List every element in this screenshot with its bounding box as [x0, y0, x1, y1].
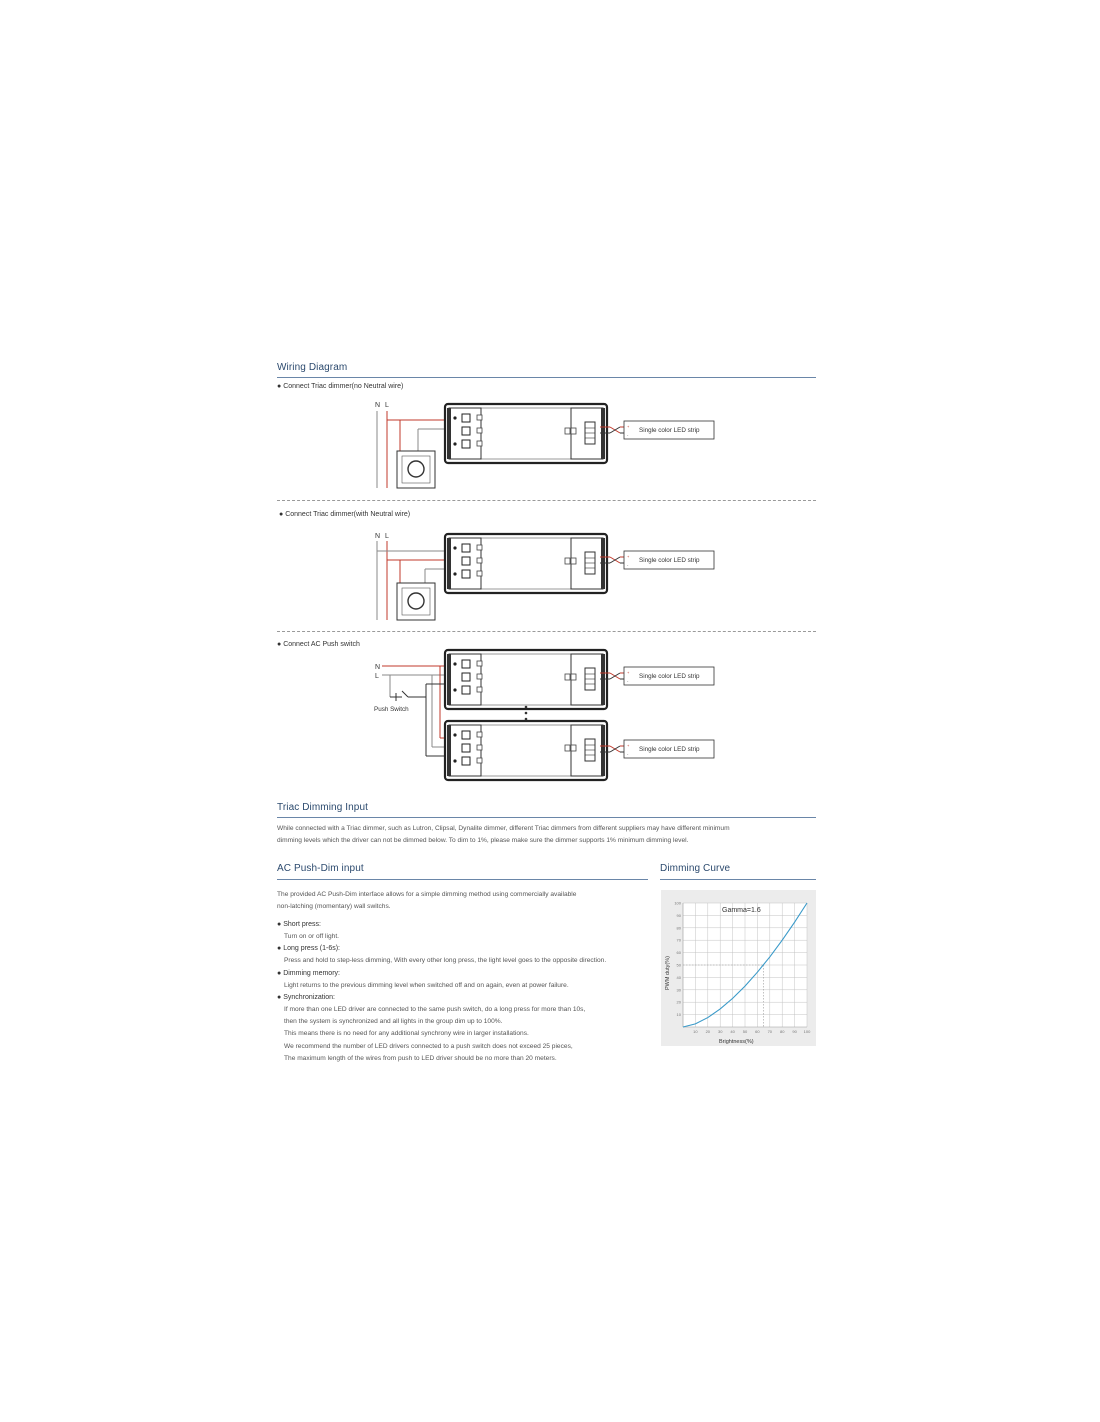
- list-item-long-press: ● Long press (1-6s): Press and hold to step-less dimming, With every other long press, the light level goes to the opposite direction.: [277, 943, 652, 967]
- x-tick-label-70: 70: [767, 1029, 773, 1034]
- sync-line-4: We recommend the number of LED drivers connected to a push switch does not exceed 25 pieces,: [284, 1042, 573, 1050]
- y-tick-label-40: 40: [676, 974, 681, 980]
- svg-text:+: +: [627, 424, 630, 429]
- sync-line-5: The maximum length of the wires from push to LED driver should be no more than 20 meters.: [284, 1055, 557, 1063]
- y-tick-label-60: 60: [676, 950, 681, 956]
- pushdim-list: [277, 919, 652, 1065]
- x-tick-label-100: 100: [803, 1029, 811, 1034]
- sync-line-3: This means there is no need for any additional synchrony wire in larger installations.: [284, 1030, 529, 1038]
- list-item-synchronization: ● Synchronization: If more than one LED driver are connected to the same push switch, do a long press for more than 10s, then the system is synchronized and all lights in the group dim up to 100%. This means there is no need for any additional synchrony wire in larger installations. We recommend the number of LED drivers connected to a push switch does not exceed 25 pieces, The maximum length of the wires from push to LED driver should be no more than 20 meters.: [277, 992, 652, 1065]
- l-label-1: L: [385, 402, 389, 409]
- x-tick-label-20: 20: [705, 1029, 711, 1034]
- long-press-body: Press and hold to step-less dimming, With every other long press, the light level goes to the opposite direction.: [284, 957, 607, 965]
- wiring-title: Wiring Diagram: [277, 362, 348, 373]
- pushdim-title-rule: [277, 879, 648, 880]
- diagram-3: [374, 650, 714, 780]
- pushdim-intro: [277, 889, 647, 914]
- y-axis-label: PWM duty(%): [665, 956, 671, 990]
- svg-text:-: -: [627, 432, 629, 437]
- strip-label-1: Single color LED strip: [639, 427, 700, 434]
- l-label-2: L: [385, 533, 389, 540]
- section-2-text: Connect Triac dimmer(with Neutral wire): [285, 511, 411, 518]
- svg-text:+: +: [627, 743, 630, 748]
- strip-label-2: Single color LED strip: [639, 557, 700, 564]
- strip-label-3b: Single color LED strip: [639, 746, 700, 753]
- strip-label-3a: Single color LED strip: [639, 673, 700, 680]
- y-tick-label-90: 90: [676, 912, 681, 918]
- y-tick-label-100: 100: [674, 900, 681, 906]
- list-item-short-press: ● Short press: Turn on or off light.: [277, 919, 652, 943]
- triac-title-rule: [277, 817, 816, 818]
- curve-title-rule: [660, 879, 816, 880]
- triac-title: Triac Dimming Input: [277, 802, 368, 813]
- pushdim-title: AC Push-Dim input: [277, 863, 364, 874]
- triac-line-2: dimming levels which the driver can not be dimmed below. To dim to 1%, please make sure the dimmer supports 1% minimum dimming level.: [277, 837, 689, 845]
- y-tick-label-70: 70: [676, 937, 681, 943]
- l-label-3: L: [375, 673, 379, 680]
- y-tick-label-10: 10: [676, 1012, 681, 1018]
- svg-text:-: -: [627, 678, 629, 683]
- x-tick-label-30: 30: [717, 1029, 723, 1034]
- sync-line-2: then the system is synchronized and all lights in the group dim up to 100%.: [284, 1018, 503, 1026]
- n-label-2: N: [375, 533, 381, 540]
- diagram-1: [375, 402, 714, 488]
- y-tick-label-30: 30: [676, 987, 681, 993]
- short-press-head: Short press:: [283, 921, 321, 928]
- short-press-body: Turn on or off light.: [284, 933, 339, 940]
- y-tick-label-20: 20: [676, 999, 681, 1005]
- dimming-memory-body: Light returns to the previous dimming level when switched off and on again, even at power failure.: [284, 981, 569, 989]
- x-tick-label-80: 80: [779, 1029, 785, 1034]
- section-3-text: Connect AC Push switch: [283, 641, 360, 648]
- dimming-memory-head: Dimming memory:: [283, 969, 340, 977]
- curve-title: Dimming Curve: [660, 863, 731, 874]
- n-label-3: N: [375, 664, 381, 671]
- triac-paragraph: [277, 823, 822, 848]
- sync-line-1: If more than one LED driver are connected to the same push switch, do a long press for more than 10s,: [284, 1005, 586, 1013]
- long-press-head: Long press (1-6s):: [283, 945, 340, 953]
- x-tick-label-50: 50: [742, 1029, 748, 1034]
- svg-text:+: +: [627, 670, 630, 675]
- section-1-text: Connect Triac dimmer(no Neutral wire): [283, 383, 404, 390]
- y-tick-label-80: 80: [676, 925, 681, 931]
- diagram-2: [375, 533, 714, 620]
- synchronization-head: Synchronization:: [283, 993, 335, 1001]
- svg-text:-: -: [627, 562, 629, 567]
- section-2-label: ● Connect Triac dimmer(with Neutral wire): [279, 511, 411, 518]
- list-item-dimming-memory: ● Dimming memory: Light returns to the previous dimming level when switched off and on again, even at power failure.: [277, 968, 652, 992]
- svg-text:-: -: [627, 751, 629, 756]
- section-1-label: ● Connect Triac dimmer(no Neutral wire): [277, 383, 404, 390]
- pushdim-intro-line-1: The provided AC Push-Dim interface allows for a simple dimming method using commercially available: [277, 891, 577, 898]
- y-tick-label-50: 50: [676, 962, 681, 968]
- triac-line-1: While connected with a Triac dimmer, such as Lutron, Clipsal, Dynalite dimmer, different Triac dimmers from different suppliers may have different minimum: [277, 825, 730, 832]
- x-tick-label-10: 10: [693, 1029, 698, 1034]
- pushdim-intro-line-2: non-latching (momentary) wall switchs.: [277, 903, 391, 911]
- x-tick-label-60: 60: [755, 1029, 760, 1034]
- section-3-label: ● Connect AC Push switch: [277, 641, 360, 648]
- x-tick-label-40: 40: [730, 1029, 735, 1034]
- push-switch-label: Push Switch: [374, 706, 409, 713]
- dimming-curve-chart: [661, 890, 816, 1046]
- n-label-1: N: [375, 402, 381, 409]
- x-tick-label-90: 90: [792, 1029, 797, 1034]
- gamma-annotation: Gamma=1.6: [722, 907, 761, 914]
- svg-text:+: +: [627, 554, 630, 559]
- x-axis-label: Brightness(%): [719, 1039, 754, 1045]
